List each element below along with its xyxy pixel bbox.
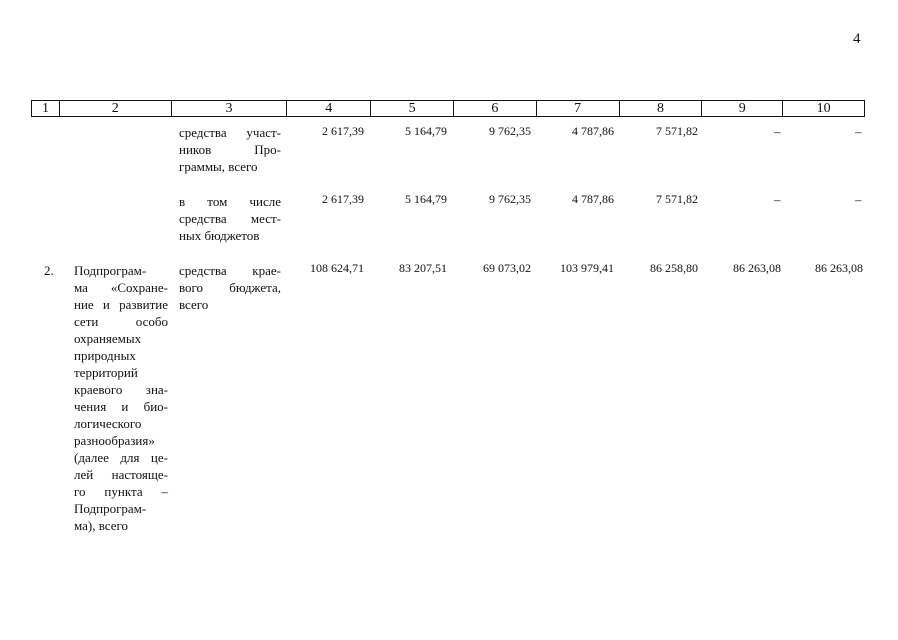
cell-line: вого бюджета, (179, 280, 281, 295)
value-col-6: 69 073,02 (483, 261, 531, 275)
value-col-6: 9 762,35 (489, 192, 531, 206)
funding-source-cell (179, 193, 281, 244)
header-col-6: 6 (454, 101, 537, 116)
value-col-5: 83 207,51 (399, 261, 447, 275)
row-number: 2. (44, 263, 54, 278)
cell-line: разнообразия» (74, 433, 155, 448)
cell-line: логического (74, 416, 142, 431)
value-col-7: 4 787,86 (572, 192, 614, 206)
value-col-10: – (855, 124, 862, 139)
cell-line: ных бюджетов (179, 228, 260, 243)
cell-line: территорий (74, 365, 138, 380)
value-col-4: 2 617,39 (322, 192, 364, 206)
value-col-7: 103 979,41 (560, 261, 614, 275)
value-col-6: 9 762,35 (489, 124, 531, 138)
value-col-8: 7 571,82 (656, 124, 698, 138)
cell-line: лей настояще- (74, 467, 168, 482)
value-col-8: 86 258,80 (650, 261, 698, 275)
value-col-9: – (774, 124, 781, 139)
cell-line: всего (179, 297, 209, 312)
header-col-3: 3 (172, 101, 288, 116)
value-col-7: 4 787,86 (572, 124, 614, 138)
funding-source-cell (179, 124, 281, 175)
cell-line: средства мест- (179, 211, 281, 226)
cell-line: (далее для це- (74, 450, 168, 465)
value-col-9: 86 263,08 (733, 261, 781, 275)
cell-line: краевого зна- (74, 382, 168, 397)
page-number: 4 (853, 31, 861, 47)
cell-line: граммы, всего (179, 159, 258, 174)
table-header-row (31, 100, 865, 117)
value-col-5: 5 164,79 (405, 124, 447, 138)
header-col-8: 8 (620, 101, 703, 116)
cell-line: Подпрограм- (74, 263, 147, 278)
value-col-5: 5 164,79 (405, 192, 447, 206)
cell-line: ма), всего (74, 518, 129, 533)
cell-line: природных (74, 348, 136, 363)
header-col-1: 1 (32, 101, 60, 116)
cell-line: Подпрограм- (74, 501, 147, 516)
cell-line: средства крае- (179, 263, 281, 278)
funding-source-cell (179, 262, 281, 313)
cell-line: в том числе (179, 194, 281, 209)
subprogram-name-cell (74, 262, 168, 534)
header-col-4: 4 (287, 101, 371, 116)
value-col-9: – (774, 192, 781, 207)
value-col-4: 2 617,39 (322, 124, 364, 138)
cell-line: ма «Сохране- (74, 280, 168, 295)
value-col-10: 86 263,08 (815, 261, 863, 275)
value-col-10: – (855, 192, 862, 207)
header-col-7: 7 (537, 101, 620, 116)
cell-line: го пункта – (74, 484, 168, 499)
value-col-4: 108 624,71 (310, 261, 364, 275)
cell-line: охраняемых (74, 331, 142, 346)
cell-line: сети особо (74, 314, 168, 329)
cell-line: чения и био- (74, 399, 168, 414)
header-col-9: 9 (702, 101, 783, 116)
value-col-8: 7 571,82 (656, 192, 698, 206)
cell-line: ников Про- (179, 142, 281, 157)
header-col-10: 10 (816, 101, 831, 116)
header-col-5: 5 (371, 101, 454, 116)
header-col-2: 2 (60, 101, 172, 116)
cell-line: ние и развитие (74, 297, 168, 312)
cell-line: средства участ- (179, 125, 281, 140)
